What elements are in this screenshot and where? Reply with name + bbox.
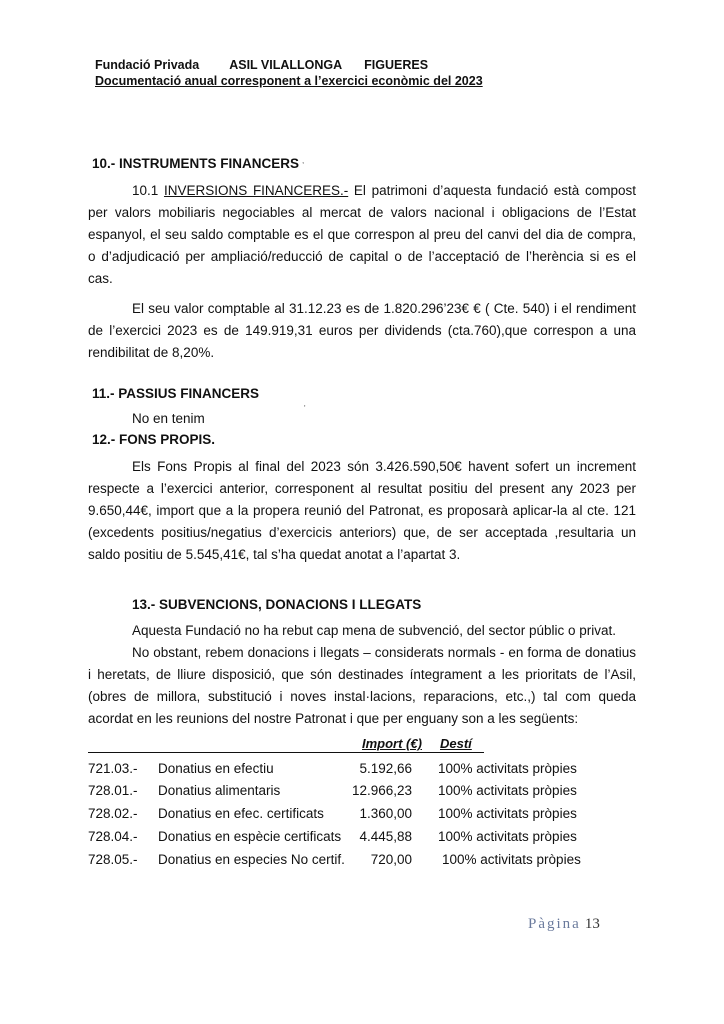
row-code: 728.01.- — [88, 783, 138, 798]
row-destination: 100% activitats pròpies — [442, 852, 581, 867]
section-13-paragraph-1 — [88, 620, 636, 642]
row-destination: 100% activitats pròpies — [438, 829, 577, 844]
row-destination: 100% activitats pròpies — [438, 806, 577, 821]
table-row — [88, 829, 608, 851]
row-code: 728.02.- — [88, 806, 138, 821]
header-city: FIGUERES — [364, 58, 429, 72]
section-12-text: Els Fons Propis al final del 2023 són 3.426.590,50€ havent sofert un increment respecte a l’exercici anterior, corresponent al resultat positiu del present any 2023 per 9.650,44€, import que a la propera reunió del Patronat, es proposarà aplicar-la al cte. 121 (excedents positius/negatius d’exercicis anteriors) que, de ser acceptada ,resultaria un saldo positiu de 5.545,41€, tal s’ha quedat anotat a l’apartat 3. — [88, 459, 636, 562]
page-number — [528, 916, 600, 933]
row-label: Donatius en efectiu — [158, 761, 274, 776]
section-10-text-2: El seu valor comptable al 31.12.23 es de 1.820.296’23€ € ( Cte. 540) i el rendiment de l’exercici 2023 es de 149.919,31 euros per dividends (cta.760),que correspon a una rendibilitat de 8,20%. — [88, 301, 636, 360]
scan-mark: ' — [304, 404, 306, 413]
header-subtitle: Documentació anual corresponent a l’exercici econòmic del 2023 — [95, 74, 483, 88]
table-row — [88, 761, 608, 783]
section-10-sub-title: INVERSIONS FINANCERES.- — [163, 183, 349, 198]
row-destination: 100% activitats pròpies — [438, 761, 577, 776]
section-12-paragraph — [88, 456, 636, 566]
row-amount: 720,00 — [370, 852, 412, 867]
section-13-title: 13.- SUBVENCIONS, DONACIONS I LLEGATS — [132, 597, 422, 612]
section-10-title: 10.- INSTRUMENTS FINANCERS — [92, 156, 300, 171]
page-number-value: 13 — [584, 916, 600, 932]
header-org: Fundació Privada — [95, 58, 200, 72]
row-code: 728.05.- — [88, 852, 138, 867]
scan-mark: , — [302, 156, 305, 165]
row-amount: 12.966,23 — [351, 783, 412, 798]
row-label: Donatius en espècie certificats — [158, 829, 342, 844]
header-name: ASIL VILALLONGA — [229, 58, 343, 72]
column-header-desti: Destí — [440, 736, 472, 751]
section-11-title: 11.- PASSIUS FINANCERS — [92, 386, 260, 401]
row-label: Donatius en efec. certificats — [158, 806, 324, 821]
column-header-import: Import (€) — [362, 736, 422, 751]
section-10-paragraph-2 — [88, 298, 636, 364]
table-row — [88, 852, 608, 874]
row-label: Donatius alimentaris — [158, 783, 281, 798]
document-header — [95, 58, 428, 72]
row-label: Donatius en especies No certif. — [158, 852, 345, 867]
section-10-paragraph-1 — [88, 180, 636, 290]
section-12-title: 12.- FONS PROPIS. — [92, 432, 216, 447]
section-13-text-1: Aquesta Fundació no ha rebut cap mena de subvenció, del sector públic o privat. — [132, 623, 617, 638]
row-amount: 4.445,88 — [359, 829, 412, 844]
section-10-text-1: El patrimoni d’aquesta fundació està compost per valors mobiliaris negociables al mercat de valors nacional i obligacions de l’Estat espanyol, el seu saldo comptable es el que correspon al preu del canvi del dia de compra, o d’adjudicació per ampliació/reducció de capital o de l’acceptació de l’herència si es el cas. — [88, 183, 636, 286]
row-amount: 1.360,00 — [359, 806, 412, 821]
section-11-text: No en tenim — [132, 411, 205, 426]
row-amount: 5.192,66 — [359, 761, 412, 776]
row-code: 721.03.- — [88, 761, 138, 776]
page-label: Pàgina — [528, 916, 581, 932]
section-13-paragraph-2 — [88, 642, 636, 730]
row-destination: 100% activitats pròpies — [438, 783, 577, 798]
section-13-text-2: No obstant, rebem donacions i llegats – considerats normals - en forma de donatius i heretats, de lliure disposició, que són destinades íntegrament a les prioritats de l’Asil, (obres de millora, substitució i noves instal·lacions, reparacions, etc.,) tal com queda acordat en les reunions del nostre Patronat i que per enguany son a les següents: — [88, 645, 636, 726]
table-header-rule — [88, 752, 484, 753]
table-row — [88, 783, 608, 805]
section-10-sub-num: 10.1 — [132, 183, 159, 198]
table-row — [88, 806, 608, 828]
row-code: 728.04.- — [88, 829, 138, 844]
